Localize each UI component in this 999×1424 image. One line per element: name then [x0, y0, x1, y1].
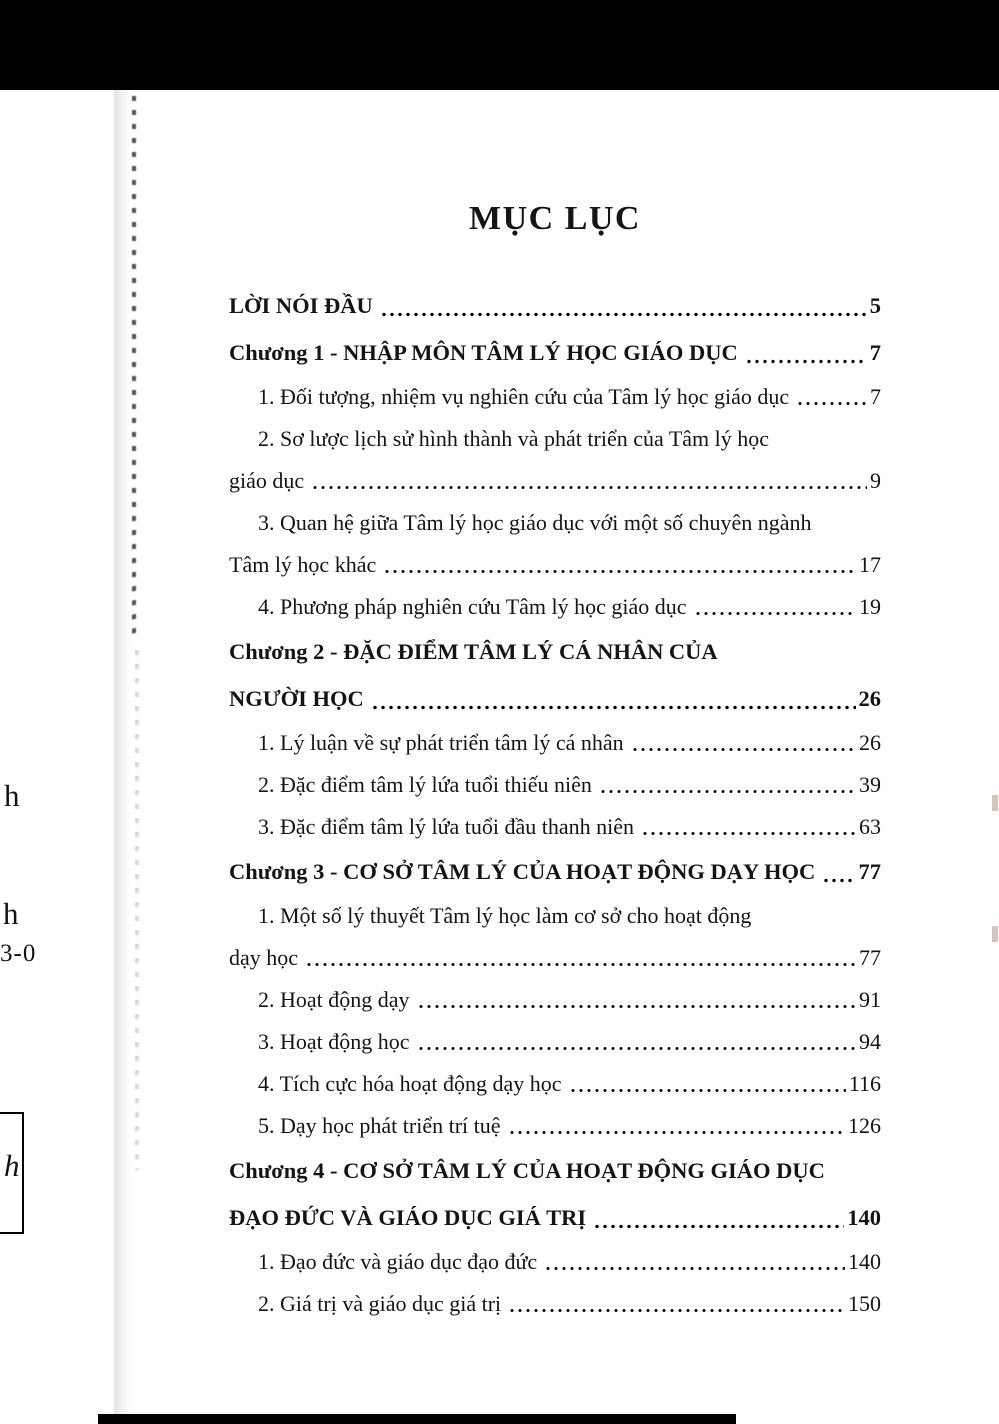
dot-leader — [641, 806, 856, 848]
toc-entry-text: LỜI NÓI ĐẦU — [229, 293, 373, 318]
page-number: 63 — [859, 814, 881, 839]
edge-text-fragment: 3-0 — [0, 940, 37, 967]
toc-entry-text: 1. Một số lý thuyết Tâm lý học làm cơ sở cho hoạt động — [258, 903, 752, 928]
toc-entry-text: 2. Giá trị và giáo dục giá trị — [258, 1291, 502, 1316]
dot-leader — [371, 675, 856, 722]
toc-list — [229, 282, 881, 1325]
scan-seam-lower — [135, 650, 139, 1170]
page-number: 94 — [859, 1029, 881, 1054]
toc-entry-text: Chương 3 - CƠ SỞ TÂM LÝ CỦA HOẠT ĐỘNG DẠY HỌC — [229, 859, 816, 884]
page-number: 140 — [847, 1205, 881, 1230]
edge-text-fragment: h — [4, 1148, 20, 1183]
page-number: 9 — [870, 468, 881, 493]
dot-leader — [508, 1105, 845, 1147]
toc-chapter-row — [229, 675, 881, 722]
toc-chapter-row — [229, 1194, 881, 1241]
toc-entry-text: 2. Đặc điểm tâm lý lứa tuổi thiếu niên — [258, 772, 592, 797]
toc-item-row — [229, 979, 881, 1021]
toc-entry-text: ĐẠO ĐỨC VÀ GIÁO DỤC GIÁ TRỊ — [229, 1205, 587, 1230]
toc-entry-text: dạy học — [229, 945, 299, 970]
toc-entry-text: 3. Hoạt động học — [258, 1029, 410, 1054]
scan-seam — [132, 96, 136, 636]
table-of-contents — [229, 200, 881, 1325]
toc-entry-text: 2. Sơ lược lịch sử hình thành và phát triển của Tâm lý học — [258, 426, 770, 451]
dot-leader — [383, 544, 856, 586]
toc-item-row — [229, 1021, 881, 1063]
toc-entry-text: giáo dục — [229, 468, 305, 493]
toc-entry-text: 3. Đặc điểm tâm lý lứa tuổi đầu thanh niên — [258, 814, 635, 839]
toc-chapter-row — [229, 329, 881, 376]
toc-item-row — [229, 418, 881, 460]
toc-chapter-row — [229, 628, 881, 675]
toc-item-row — [229, 806, 881, 848]
page-number: 17 — [859, 552, 881, 577]
toc-entry-text: 1. Đạo đức và giáo dục đạo đức — [258, 1249, 538, 1274]
page-number: 5 — [869, 293, 881, 318]
toc-item-row — [229, 544, 881, 586]
edge-mark — [992, 795, 998, 811]
dot-leader — [569, 1063, 846, 1105]
page-number: 26 — [858, 686, 881, 711]
toc-item-row — [229, 1283, 881, 1325]
dot-leader — [822, 848, 855, 895]
toc-entry-text: NGƯỜI HỌC — [229, 686, 364, 711]
toc-item-row — [229, 1105, 881, 1147]
toc-item-row — [229, 937, 881, 979]
toc-item-row — [229, 764, 881, 806]
dot-leader — [417, 1021, 856, 1063]
page-number: 116 — [848, 1071, 881, 1096]
page-number: 39 — [859, 772, 881, 797]
page-number: 150 — [848, 1291, 881, 1316]
toc-entry-text: 3. Quan hệ giữa Tâm lý học giáo dục với một số chuyên ngành — [258, 510, 812, 535]
dot-leader — [745, 329, 867, 376]
scan-artifact-bottom-bar — [98, 1414, 736, 1424]
page-number: 77 — [859, 945, 881, 970]
toc-entry-text: 1. Lý luận về sự phát triển tâm lý cá nhân — [258, 730, 624, 755]
page-number: 91 — [859, 987, 881, 1012]
dot-leader — [544, 1241, 845, 1283]
dot-leader — [599, 764, 856, 806]
toc-entry-text: 1. Đối tượng, nhiệm vụ nghiên cứu của Tâm lý học giáo dục — [258, 384, 790, 409]
toc-item-row — [229, 895, 881, 937]
edge-mark — [992, 926, 998, 942]
toc-chapter-row — [229, 848, 881, 895]
toc-item-row — [229, 586, 881, 628]
page-edge-shadow — [114, 90, 134, 1424]
page-number: 140 — [848, 1249, 881, 1274]
dot-leader — [311, 460, 867, 502]
toc-title: MỤC LỤC — [469, 200, 641, 237]
toc-entry-text: 4. Phương pháp nghiên cứu Tâm lý học giáo dục — [258, 594, 687, 619]
toc-chapter-row — [229, 282, 881, 329]
page-number: 19 — [859, 594, 881, 619]
edge-text-fragment: h — [3, 896, 19, 931]
page-number: 126 — [848, 1113, 881, 1138]
toc-entry-text: 4. Tích cực hóa hoạt động dạy học — [258, 1071, 562, 1096]
dot-leader — [305, 937, 856, 979]
page-number: 77 — [858, 859, 881, 884]
dot-leader — [631, 722, 856, 764]
toc-entry-text: 2. Hoạt động dạy — [258, 987, 410, 1012]
dot-leader — [417, 979, 856, 1021]
page-number: 26 — [859, 730, 881, 755]
toc-entry-text: Chương 1 - NHẬP MÔN TÂM LÝ HỌC GIÁO DỤC — [229, 340, 738, 365]
dot-leader — [508, 1283, 845, 1325]
toc-item-row — [229, 502, 881, 544]
toc-entry-text: Chương 4 - CƠ SỞ TÂM LÝ CỦA HOẠT ĐỘNG GIÁO DỤC — [229, 1158, 825, 1183]
toc-item-row — [229, 722, 881, 764]
toc-entry-text: Chương 2 - ĐẶC ĐIỂM TÂM LÝ CÁ NHÂN CỦA — [229, 639, 718, 664]
edge-box-fragment — [0, 1112, 24, 1234]
page-number: 7 — [869, 340, 881, 365]
toc-entry-text: Tâm lý học khác — [229, 552, 377, 577]
toc-chapter-row — [229, 1147, 881, 1194]
toc-item-row — [229, 1063, 881, 1105]
toc-item-row — [229, 1241, 881, 1283]
dot-leader — [593, 1194, 844, 1241]
toc-item-row — [229, 376, 881, 418]
dot-leader — [694, 586, 856, 628]
dot-leader — [796, 376, 867, 418]
edge-text-fragment: h — [4, 778, 20, 813]
toc-entry-text: 5. Dạy học phát triển trí tuệ — [258, 1113, 501, 1138]
toc-item-row — [229, 460, 881, 502]
dot-leader — [380, 282, 867, 329]
scan-artifact-top-bar — [0, 0, 999, 90]
page-number: 7 — [870, 384, 881, 409]
